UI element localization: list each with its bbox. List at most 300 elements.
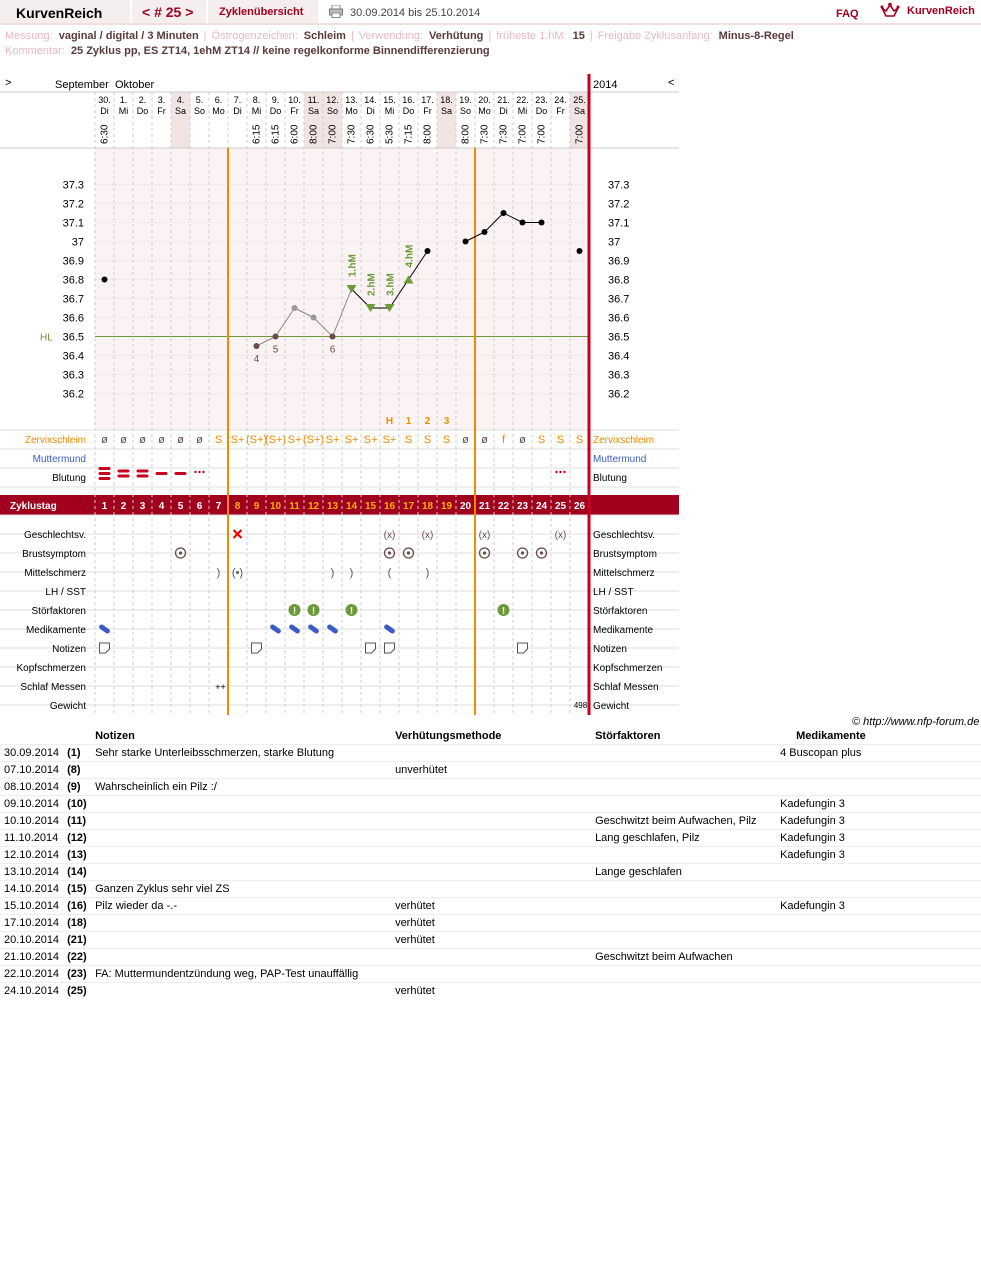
cycle-day-number: 19 <box>440 501 453 512</box>
notes-date: 24.10.2014 <box>0 983 63 1000</box>
notes-row <box>0 881 981 898</box>
bleeding-bar <box>99 467 111 470</box>
row-label-left: Muttermund <box>32 454 86 465</box>
y-tick-left: 37.3 <box>62 179 84 192</box>
measure-time-label: 8:00 <box>460 124 472 144</box>
temperature-point <box>539 220 545 226</box>
y-tick-right: 36.4 <box>608 350 630 363</box>
mucus-symbol: S <box>442 434 451 446</box>
intercourse-marker: (x) <box>554 530 567 541</box>
sleep-marker: ++ <box>215 682 226 692</box>
y-tick-left: 36.3 <box>62 369 84 382</box>
y-tick-right: 36.8 <box>608 274 630 287</box>
y-tick-left: 36.5 <box>62 331 84 344</box>
notes-date: 09.10.2014 <box>0 796 63 813</box>
cycle-day-number: 7 <box>215 501 222 512</box>
notes-medication: Kadefungin 3 <box>776 813 981 830</box>
cycle-day-number: 18 <box>421 501 434 512</box>
row-label-left: Blutung <box>52 473 86 484</box>
usage-label: Verwendung: <box>358 30 424 42</box>
bleeding-bar <box>99 477 111 480</box>
notes-medication <box>776 983 981 1000</box>
peak-marker: H <box>385 416 394 427</box>
notes-row <box>0 813 981 830</box>
notes-method: unverhütet <box>391 762 591 779</box>
mucus-symbol: S+ <box>382 434 397 446</box>
notes-method <box>391 949 591 966</box>
y-tick-right: 37.3 <box>608 179 630 192</box>
measure-time-label: 7:00 <box>327 124 339 144</box>
notes-medication <box>776 762 981 779</box>
notes-method <box>391 745 591 762</box>
bleeding-bar <box>99 472 111 475</box>
temperature-point <box>520 220 526 226</box>
date-label: 5. <box>195 95 204 105</box>
lower-temp-number: 5 <box>272 344 279 356</box>
date-label: 4. <box>176 95 185 105</box>
cycle-day-number: 25 <box>554 501 567 512</box>
mucus-symbol: (S+) <box>302 434 325 446</box>
credit[interactable]: © http://www.nfp-forum.de <box>852 716 980 728</box>
notes-cycle-day: (10) <box>63 796 91 813</box>
cycle-overview-link[interactable]: Zyklenübersicht <box>208 0 318 23</box>
notes-row <box>0 762 981 779</box>
date-label: 14. <box>364 95 377 105</box>
date-label: 1. <box>119 95 128 105</box>
bleeding-bar <box>175 472 187 475</box>
bleeding-spotting <box>202 471 204 473</box>
disturbance-icon: ! <box>349 606 354 617</box>
breast-symptom-icon <box>483 551 486 554</box>
notes-medication <box>776 915 981 932</box>
notes-text: Wahrscheinlich ein Pilz :/ <box>91 779 391 796</box>
notes-cycle-day: (18) <box>63 915 91 932</box>
measure-time-label: 6:15 <box>270 124 282 144</box>
date-label: 20. <box>478 95 491 105</box>
date-label: 13. <box>345 95 358 105</box>
weekday-label: Di <box>233 106 242 116</box>
row-label-left: Brustsymptom <box>22 549 86 560</box>
nav-next-button[interactable]: < <box>668 77 675 89</box>
measure-time-label: 7:30 <box>346 124 358 144</box>
measure-time-label: 7:00 <box>574 124 586 144</box>
row-label-right: Gewicht <box>593 701 630 712</box>
notes-disturbance <box>591 932 776 949</box>
notes-medication: Kadefungin 3 <box>776 830 981 847</box>
measure-time-label: 8:00 <box>422 124 434 144</box>
weekday-label: Di <box>366 106 375 116</box>
notes-row <box>0 915 981 932</box>
date-label: 30. <box>98 95 111 105</box>
release-label: Freigabe Zyklusanfang: <box>597 30 713 42</box>
y-tick-right: 36.9 <box>608 255 630 268</box>
meta-line-1: Messung: vaginal / digital / 3 Minuten | Östrogenzeichen: Schleim | Verwendung: Verhütung | früheste 1.hM: 15 | Freigabe Zyklusanfang: Minus-8-Regel <box>5 30 794 42</box>
disturbance-icon: ! <box>501 606 506 617</box>
notes-disturbance <box>591 983 776 1000</box>
notes-text <box>91 847 391 864</box>
notes-disturbance <box>591 966 776 983</box>
notes-date: 11.10.2014 <box>0 830 63 847</box>
temperature-point <box>463 239 469 245</box>
notes-row <box>0 898 981 915</box>
cycle-day-number: 6 <box>196 501 203 512</box>
cycle-day-number: 16 <box>383 501 396 512</box>
notes-date: 21.10.2014 <box>0 949 63 966</box>
row-label-left: Kopfschmerzen <box>16 663 86 674</box>
weekday-label: So <box>326 106 339 116</box>
cycle-day-number: 24 <box>535 501 548 512</box>
mucus-symbol: ø <box>139 434 146 446</box>
notes-medication <box>776 779 981 796</box>
weekday-label: Mi <box>118 106 129 116</box>
measure-time-label: 5:30 <box>384 124 396 144</box>
date-label: 16. <box>402 95 415 105</box>
print-icon[interactable] <box>329 5 343 18</box>
measure-time-label: 6:30 <box>365 124 377 144</box>
cycle-day-number: 21 <box>478 501 491 512</box>
notes-text <box>91 830 391 847</box>
y-tick-right: 36.6 <box>608 312 630 325</box>
notes-header-method: Verhütungsmethode <box>395 730 502 742</box>
notes-text <box>91 762 391 779</box>
mucus-symbol: S <box>214 434 223 446</box>
weekday-label: Di <box>100 106 109 116</box>
temperature-point <box>425 248 431 254</box>
notes-disturbance: Lange geschlafen <box>591 864 776 881</box>
row-label-right: Brustsymptom <box>593 549 657 560</box>
weekday-label: Mo <box>345 106 358 116</box>
temperature-point <box>577 248 583 254</box>
row-label-right: Geschlechtsv. <box>593 530 656 541</box>
notes-disturbance: Geschwitzt beim Aufwachen <box>591 949 776 966</box>
notes-date: 22.10.2014 <box>0 966 63 983</box>
date-label: 11. <box>307 95 320 105</box>
notes-cycle-day: (15) <box>63 881 91 898</box>
row-label-right: Zervixschleim <box>593 435 655 446</box>
ovulation-pain-marker: ( <box>387 567 392 579</box>
notes-method: verhütet <box>391 932 591 949</box>
notes-text: Pilz wieder da -.- <box>91 898 391 915</box>
measure-time-label: 6:15 <box>251 124 263 144</box>
measurement-value: vaginal / digital / 3 Minuten <box>58 30 199 42</box>
row-label-right: LH / SST <box>593 587 634 598</box>
notes-row <box>0 745 981 762</box>
mucus-symbol: ø <box>481 434 488 446</box>
bleeding-bar <box>137 475 149 478</box>
notes-header-row <box>0 728 981 745</box>
row-label-right: Mittelschmerz <box>593 568 655 579</box>
y-tick-left: 36.2 <box>62 388 84 401</box>
cycle-day-number: 1 <box>101 501 108 512</box>
cycle-day-number: 13 <box>326 501 339 512</box>
date-label: 18. <box>440 95 453 105</box>
y-tick-left: 36.8 <box>62 274 84 287</box>
y-tick-left: 37 <box>71 236 84 249</box>
y-tick-left: 36.4 <box>62 350 84 363</box>
notes-method <box>391 779 591 796</box>
notes-table <box>0 728 981 999</box>
notes-disturbance: Geschwitzt beim Aufwachen, Pilz <box>591 813 776 830</box>
notes-text <box>91 813 391 830</box>
date-label: 12. <box>326 95 339 105</box>
row-label-right: Schlaf Messen <box>593 682 659 693</box>
intercourse-marker: (x) <box>383 530 396 541</box>
notes-method <box>391 966 591 983</box>
bleeding-spotting <box>563 471 565 473</box>
notes-date: 17.10.2014 <box>0 915 63 932</box>
y-tick-right: 37.2 <box>608 198 630 211</box>
weekday-label: Sa <box>573 106 586 116</box>
notes-medication <box>776 932 981 949</box>
date-label: 22. <box>516 95 529 105</box>
mucus-symbol: ø <box>158 434 165 446</box>
cycle-day-number: 9 <box>253 501 260 512</box>
y-tick-right: 36.7 <box>608 293 630 306</box>
notes-method <box>391 864 591 881</box>
measure-time-label: 6:00 <box>289 124 301 144</box>
cycle-day-number: 23 <box>516 501 529 512</box>
faq-link[interactable]: FAQ <box>836 8 859 20</box>
y-tick-left: 36.6 <box>62 312 84 325</box>
notes-header-medication: Medikamente <box>796 730 866 742</box>
date-label: 24. <box>554 95 567 105</box>
temperature-point <box>292 305 298 311</box>
date-label: 15. <box>383 95 396 105</box>
coverline-label: HL <box>40 332 53 344</box>
notes-text: Ganzen Zyklus sehr viel ZS <box>91 881 391 898</box>
notes-date: 14.10.2014 <box>0 881 63 898</box>
date-label: 7. <box>233 95 242 105</box>
notes-date: 10.10.2014 <box>0 813 63 830</box>
notes-row <box>0 966 981 983</box>
weekday-label: Fr <box>157 106 166 116</box>
mucus-symbol: S <box>537 434 546 446</box>
weekday-label: Mo <box>478 106 491 116</box>
date-label: 23. <box>535 95 548 105</box>
notes-date: 30.09.2014 <box>0 745 63 762</box>
bleeding-spotting <box>194 471 196 473</box>
cycle-day-number: 15 <box>364 501 377 512</box>
crown-logo-icon <box>880 2 900 20</box>
mucus-symbol: ø <box>177 434 184 446</box>
mucus-symbol: S <box>423 434 432 446</box>
notes-cycle-day: (22) <box>63 949 91 966</box>
usage-value: Verhütung <box>429 30 484 42</box>
measure-time-label: 7:30 <box>479 124 491 144</box>
row-label-left: Zervixschleim <box>24 435 86 446</box>
cycle-day-number: 10 <box>269 501 282 512</box>
weekday-label: Mi <box>384 106 395 116</box>
weekday-label: Sa <box>174 106 187 116</box>
mucus-symbol: ø <box>519 434 526 446</box>
notes-medication <box>776 881 981 898</box>
date-label: 10. <box>288 95 301 105</box>
weekday-label: Sa <box>307 106 320 116</box>
ovulation-pain-marker: ) <box>349 567 354 579</box>
notes-date: 20.10.2014 <box>0 932 63 949</box>
notes-medication <box>776 949 981 966</box>
measure-time-label: 7:00 <box>536 124 548 144</box>
notes-date: 12.10.2014 <box>0 847 63 864</box>
notes-header-date <box>0 728 63 745</box>
meta-line-2 <box>5 45 490 57</box>
notes-cycle-day: (1) <box>63 745 91 762</box>
notes-method <box>391 881 591 898</box>
bleeding-spotting <box>198 471 200 473</box>
weekday-label: Mo <box>212 106 225 116</box>
temperature-point <box>102 277 108 283</box>
ovulation-pain-marker: ) <box>216 567 221 579</box>
mucus-symbol: S+ <box>363 434 378 446</box>
cycle-day-number: 8 <box>234 501 241 512</box>
estrogen-value: Schleim <box>303 30 346 42</box>
date-label: 3. <box>157 95 166 105</box>
notes-date: 08.10.2014 <box>0 779 63 796</box>
mucus-symbol: ø <box>101 434 108 446</box>
notes-text <box>91 864 391 881</box>
earliest-value: 15 <box>572 30 585 42</box>
cycle-day-number: 14 <box>345 501 358 512</box>
mucus-symbol: f <box>501 434 506 446</box>
mucus-symbol: ø <box>120 434 127 446</box>
notes-text <box>91 932 391 949</box>
cycle-day-number: 2 <box>120 501 127 512</box>
weekday-label: So <box>193 106 206 116</box>
mucus-symbol: S+ <box>325 434 340 446</box>
row-label-left: Notizen <box>52 644 86 655</box>
weekday-label: Fr <box>423 106 432 116</box>
row-label-left: Mittelschmerz <box>24 568 86 579</box>
mucus-symbol: ø <box>462 434 469 446</box>
notes-disturbance: Lang geschlafen, Pilz <box>591 830 776 847</box>
cycle-day-number: 3 <box>139 501 146 512</box>
measure-time-label: 7:30 <box>498 124 510 144</box>
row-label-right: Blutung <box>593 473 627 484</box>
notes-medication <box>776 966 981 983</box>
row-label-right: Kopfschmerzen <box>593 663 663 674</box>
y-tick-right: 37.1 <box>608 217 630 230</box>
notes-header-notes: Notizen <box>95 730 135 742</box>
intercourse-marker: (x) <box>478 530 491 541</box>
notes-cycle-day: (8) <box>63 762 91 779</box>
notes-header-disturbances: Störfaktoren <box>595 730 661 742</box>
disturbance-icon: ! <box>311 606 316 617</box>
notes-cycle-day: (21) <box>63 932 91 949</box>
notes-cycle-day: (13) <box>63 847 91 864</box>
row-label-left: Störfaktoren <box>31 606 86 617</box>
mucus-symbol: (S+) <box>264 434 287 446</box>
notes-disturbance <box>591 847 776 864</box>
notes-method: verhütet <box>391 898 591 915</box>
notes-disturbance <box>591 762 776 779</box>
notes-method <box>391 813 591 830</box>
measure-time-label: 7:15 <box>403 124 415 144</box>
notes-cycle-day: (11) <box>63 813 91 830</box>
cycle-day-number: 4 <box>158 501 165 512</box>
notes-medication: Kadefungin 3 <box>776 898 981 915</box>
temperature-point <box>254 343 260 349</box>
breast-symptom-icon <box>521 551 524 554</box>
date-label: 6. <box>214 95 223 105</box>
notes-header-day <box>63 728 91 745</box>
notes-method: verhütet <box>391 915 591 932</box>
row-label-left: LH / SST <box>45 587 86 598</box>
date-label: 25. <box>573 95 586 105</box>
y-tick-left: 36.9 <box>62 255 84 268</box>
notes-cycle-day: (23) <box>63 966 91 983</box>
date-label: 9. <box>271 95 280 105</box>
notes-disturbance <box>591 779 776 796</box>
notes-method <box>391 796 591 813</box>
notes-row <box>0 949 981 966</box>
weekday-label: Mi <box>517 106 528 116</box>
notes-medication: 4 Buscopan plus <box>776 745 981 762</box>
notes-disturbance <box>591 796 776 813</box>
nav-prev-button[interactable]: > <box>5 77 12 89</box>
notes-cycle-day: (12) <box>63 830 91 847</box>
temperature-point <box>330 334 336 340</box>
bleeding-bar <box>118 475 130 478</box>
row-label-right: Notizen <box>593 644 627 655</box>
lower-temp-number: 4 <box>253 354 260 365</box>
bleeding-bar <box>156 472 168 475</box>
breast-symptom-icon <box>179 551 182 554</box>
row-label-right: Medikamente <box>593 625 654 636</box>
logo-text: KurvenReich <box>907 5 975 17</box>
notes-method: verhütet <box>391 983 591 1000</box>
weekday-label: Do <box>136 106 149 116</box>
notes-disturbance <box>591 915 776 932</box>
date-label: 21. <box>497 95 510 105</box>
notes-method <box>391 847 591 864</box>
brand-tab[interactable]: KurvenReich <box>0 0 130 23</box>
comment-label: Kommentar: <box>5 45 65 57</box>
temperature-point <box>273 334 279 340</box>
weekday-label: Do <box>269 106 282 116</box>
ovulation-pain-marker: ) <box>425 567 430 579</box>
row-label-left: Gewicht <box>49 701 86 712</box>
notes-row <box>0 847 981 864</box>
notes-text <box>91 796 391 813</box>
measure-time-label: 8:00 <box>308 124 320 144</box>
weight-value: 498 <box>573 701 588 710</box>
notes-text <box>91 949 391 966</box>
cycle-nav[interactable]: < # 25 > <box>132 0 206 23</box>
weekday-label: Di <box>499 106 508 116</box>
y-tick-left: 37.1 <box>62 217 84 230</box>
y-tick-right: 36.2 <box>608 388 630 401</box>
peak-marker: 2 <box>424 416 431 427</box>
higher-measurement-label: 3.hM <box>385 273 397 296</box>
notes-medication: Kadefungin 3 <box>776 796 981 813</box>
y-tick-right: 36.3 <box>608 369 630 382</box>
notes-date: 07.10.2014 <box>0 762 63 779</box>
notes-cycle-day: (16) <box>63 898 91 915</box>
weekday-label: Sa <box>440 106 453 116</box>
bleeding-bar <box>137 470 149 473</box>
notes-cycle-day: (25) <box>63 983 91 1000</box>
cycle-day-number: 5 <box>177 501 184 512</box>
weekday-label: Fr <box>556 106 565 116</box>
date-label: 2. <box>138 95 147 105</box>
row-label-right: Muttermund <box>593 454 647 465</box>
bleeding-bar <box>118 470 130 473</box>
row-label-left: Medikamente <box>25 625 86 636</box>
temperature-point <box>482 229 488 235</box>
weekday-label: Do <box>402 106 415 116</box>
notes-date: 13.10.2014 <box>0 864 63 881</box>
measure-time-label: 7:00 <box>517 124 529 144</box>
